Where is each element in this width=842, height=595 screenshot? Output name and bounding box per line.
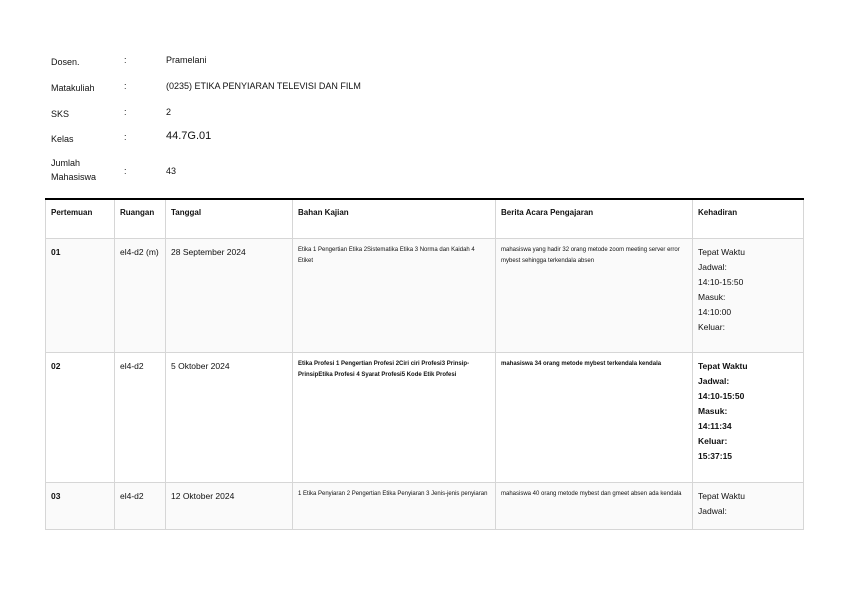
- kehadiran-jadwal-label: Jadwal:: [698, 506, 727, 516]
- cell-tanggal: 5 Oktober 2024: [166, 353, 293, 483]
- kehadiran-jadwal-value: 14:10-15:50: [698, 391, 745, 401]
- header-bahan-kajian: Bahan Kajian: [293, 199, 496, 239]
- dosen-value: Pramelani: [166, 55, 207, 65]
- cell-berita-acara: mahasiswa yang hadir 32 orang metode zoom meeting server error mybest sehingga terkendala absen: [496, 239, 693, 353]
- kehadiran-jadwal-label: Jadwal:: [698, 262, 727, 272]
- cell-bahan-kajian: Etika Profesi 1 Pengertian Profesi 2Ciri ciri Profesi3 Prinsip-PrinsipEtika Profesi 4 Syarat Profesi5 Kode Etik Profesi: [293, 353, 496, 483]
- cell-kehadiran: [693, 483, 804, 530]
- kelas-label: Kelas: [51, 134, 74, 144]
- header-berita-acara: Berita Acara Pengajaran: [496, 199, 693, 239]
- dosen-label: Dosen.: [51, 57, 80, 67]
- cell-ruangan: el4-d2: [115, 483, 166, 530]
- table-row: [46, 239, 804, 353]
- header-tanggal: Tanggal: [166, 199, 293, 239]
- kehadiran-masuk-value: 14:11:34: [698, 421, 732, 431]
- matakuliah-label: Matakuliah: [51, 83, 95, 93]
- cell-tanggal: 28 September 2024: [166, 239, 293, 353]
- header-ruangan: Ruangan: [115, 199, 166, 239]
- kehadiran-status: Tepat Waktu: [698, 361, 748, 371]
- kehadiran-masuk-value: 14:10:00: [698, 307, 732, 317]
- kehadiran-status: Tepat Waktu: [698, 247, 745, 257]
- kehadiran-keluar-label: Keluar:: [698, 436, 728, 446]
- dosen-colon: :: [124, 55, 127, 65]
- cell-pertemuan: 03: [46, 483, 115, 530]
- cell-kehadiran: [693, 353, 804, 483]
- kelas-value: 44.7G.01: [166, 130, 212, 142]
- jumlah-colon: :: [124, 166, 127, 176]
- kehadiran-status: Tepat Waktu: [698, 491, 745, 501]
- header-kehadiran: Kehadiran: [693, 199, 804, 239]
- jumlah-label: Jumlah Mahasiswa: [51, 158, 97, 182]
- kehadiran-jadwal-value: 14:10-15:50: [698, 277, 744, 287]
- sks-label: SKS: [51, 109, 70, 119]
- matakuliah-value: (0235) ETIKA PENYIARAN TELEVISI DAN FILM: [166, 81, 361, 91]
- table-header-row: [46, 199, 804, 239]
- kehadiran-jadwal-label: Jadwal:: [698, 376, 730, 386]
- cell-ruangan: el4-d2: [115, 353, 166, 483]
- jumlah-value: 43: [166, 166, 177, 176]
- kehadiran-masuk-label: Masuk:: [698, 292, 726, 302]
- table-row: [46, 353, 804, 483]
- cell-pertemuan: 02: [46, 353, 115, 483]
- sks-colon: :: [124, 107, 127, 117]
- sks-value: 2: [166, 107, 172, 117]
- cell-pertemuan: 01: [46, 239, 115, 353]
- cell-berita-acara: mahasiswa 40 orang metode mybest dan gmeet absen ada kendala: [496, 483, 693, 530]
- kehadiran-masuk-label: Masuk:: [698, 406, 728, 416]
- kehadiran-keluar-value: 15:37:15: [698, 451, 733, 461]
- cell-tanggal: 12 Oktober 2024: [166, 483, 293, 530]
- cell-berita-acara: mahasiswa 34 orang metode mybest terkendala kendala: [496, 353, 693, 483]
- matakuliah-colon: :: [124, 81, 127, 91]
- kehadiran-keluar-label: Keluar:: [698, 322, 725, 332]
- cell-kehadiran: [693, 239, 804, 353]
- table-row: [46, 483, 804, 530]
- attendance-table: [45, 198, 804, 530]
- cell-bahan-kajian: Etika 1 Pengertian Etika 2Sistematika Etika 3 Norma dan Kaidah 4 Etiket: [293, 239, 496, 353]
- cell-bahan-kajian: 1 Etika Penyiaran 2 Pengertian Etika Penyiaran 3 Jenis-jenis penyiaran: [293, 483, 496, 530]
- cell-ruangan: el4-d2 (m): [115, 239, 166, 353]
- kelas-colon: :: [124, 132, 127, 142]
- header-pertemuan: Pertemuan: [46, 199, 115, 239]
